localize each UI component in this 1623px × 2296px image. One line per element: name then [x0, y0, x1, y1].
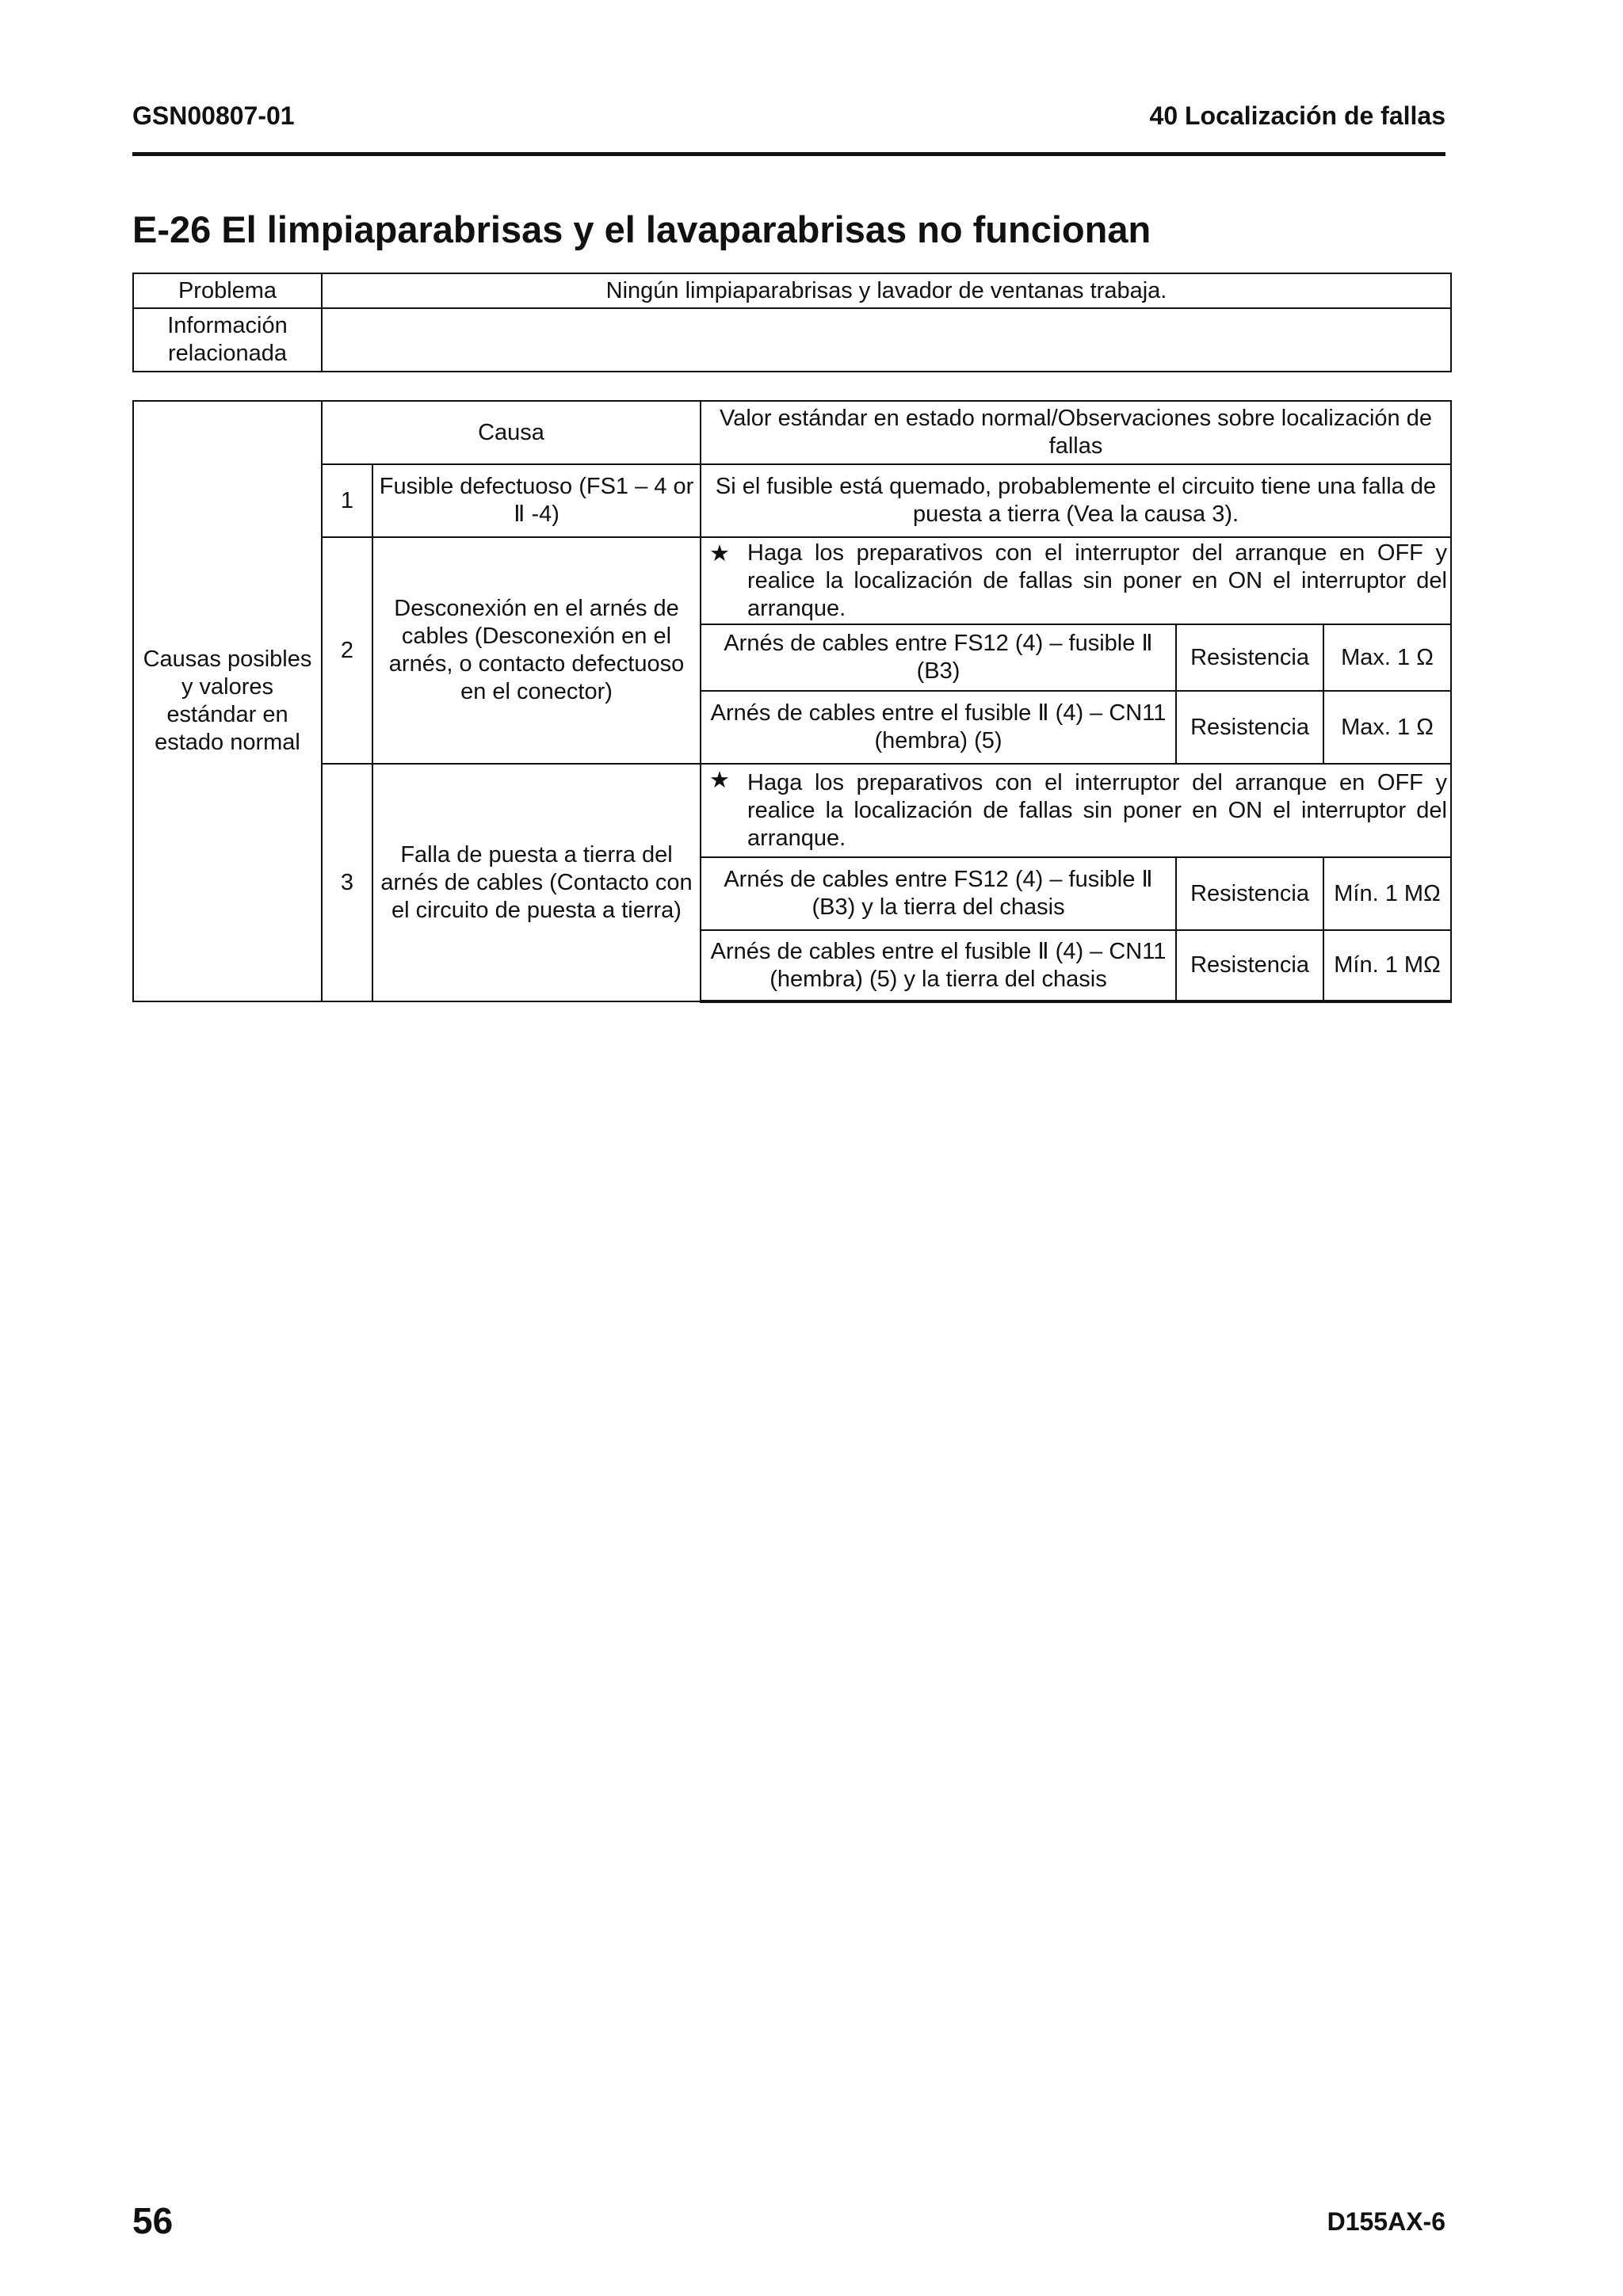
check-type: Resistencia [1176, 857, 1323, 930]
causes-table [132, 400, 1452, 1003]
page-number: 56 [132, 2200, 174, 2241]
value-header: Valor estándar en estado normal/Observaciones sobre localización de fallas [701, 401, 1451, 464]
check-value: Max. 1 Ω [1323, 624, 1451, 691]
check-value: Mín. 1 MΩ [1323, 930, 1451, 1001]
section-title: 40 Localización de fallas [1149, 101, 1445, 130]
check-type: Resistencia [1176, 930, 1323, 1001]
star-note [701, 764, 1451, 857]
model-code: D155AX-6 [1327, 2207, 1445, 2236]
causes-side-label: Causas posibles y valores estándar en estado normal [133, 401, 322, 1001]
doc-code: GSN00807-01 [132, 101, 295, 130]
cause-note: Si el fusible está quemado, probablemente el circuito tiene una falla de puesta a tierra (Vea la causa 3). [701, 464, 1451, 537]
check-item: Arnés de cables entre el fusible Ⅱ (4) – CN11 (hembra) (5) y la tierra del chasis [701, 930, 1176, 1001]
check-item: Arnés de cables entre FS12 (4) – fusible Ⅱ (B3) [701, 624, 1176, 691]
star-note [701, 537, 1451, 624]
cause-number: 2 [322, 537, 372, 764]
check-item: Arnés de cables entre el fusible Ⅱ (4) – CN11 (hembra) (5) [701, 691, 1176, 764]
check-value: Max. 1 Ω [1323, 691, 1451, 764]
cause-header: Causa [322, 401, 701, 464]
star-note-text: Haga los preparativos con el interruptor del arranque en OFF y realice la localización de fallas sin poner en ON el interruptor del arranque. [747, 540, 1447, 621]
cause-text: Falla de puesta a tierra del arnés de cables (Contacto con el circuito de puesta a tierra) [372, 764, 701, 1001]
problem-value: Ningún limpiaparabrisas y lavador de ventanas trabaja. [322, 273, 1451, 308]
cause-number: 3 [322, 764, 372, 1001]
page-title: E-26 El limpiaparabrisas y el lavaparabrisas no funcionan [132, 208, 1151, 250]
header-rule [132, 152, 1445, 156]
check-item: Arnés de cables entre FS12 (4) – fusible Ⅱ (B3) y la tierra del chasis [701, 857, 1176, 930]
related-info-label: Información relacionada [133, 308, 322, 372]
star-note-text: Haga los preparativos con el interruptor del arranque en OFF y realice la localización de fallas sin poner en ON el interruptor del arranque. [747, 769, 1447, 851]
cause-number: 1 [322, 464, 372, 537]
cause-text: Desconexión en el arnés de cables (Desconexión en el arnés, o contacto defectuoso en el conector) [372, 537, 701, 764]
cause-text: Fusible defectuoso (FS1 – 4 or Ⅱ -4) [372, 464, 701, 537]
problem-label: Problema [133, 273, 322, 308]
related-info-value [322, 308, 1451, 372]
check-type: Resistencia [1176, 691, 1323, 764]
star-icon: ★ [709, 541, 731, 566]
info-table [132, 273, 1452, 372]
star-icon: ★ [709, 768, 731, 793]
check-value: Mín. 1 MΩ [1323, 857, 1451, 930]
check-type: Resistencia [1176, 624, 1323, 691]
